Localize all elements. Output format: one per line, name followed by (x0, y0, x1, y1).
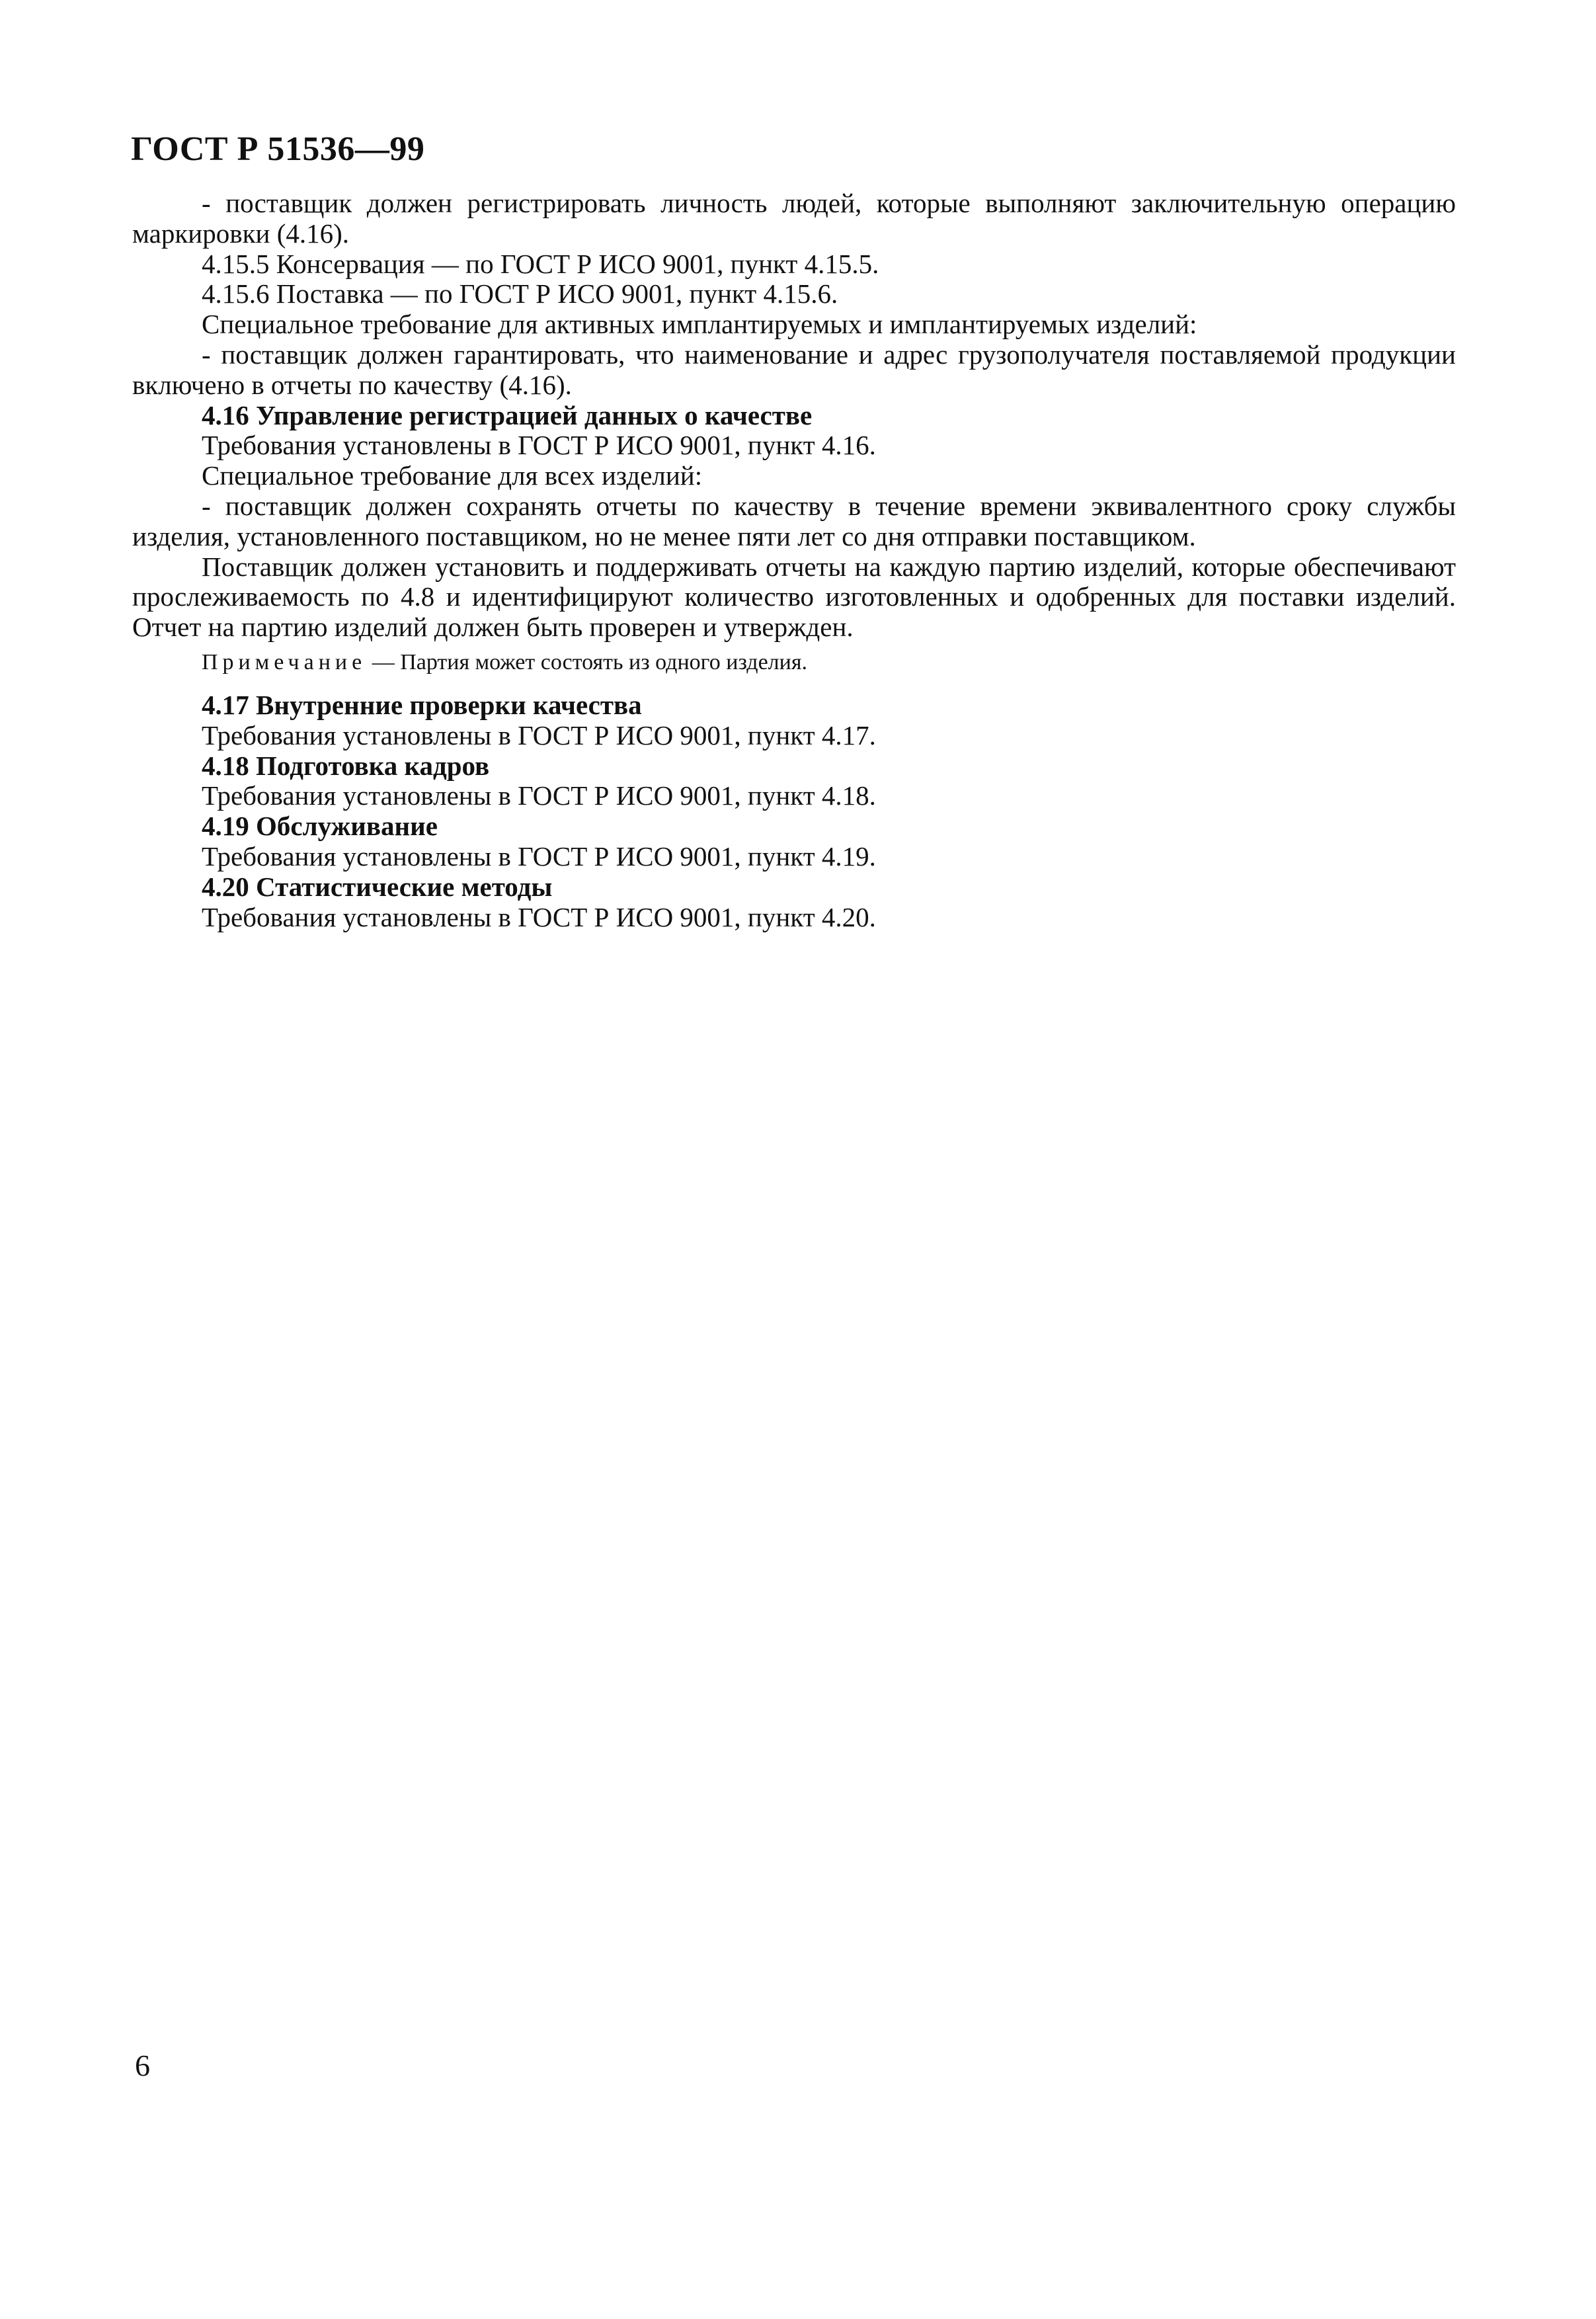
paragraph-4-20-requirements: Требования установлены в ГОСТ Р ИСО 9001, пункт 4.20. (202, 901, 876, 932)
note-text: — Партия может состоять из одного изделия. (366, 649, 807, 674)
paragraph-4-15-6: 4.15.6 Поставка — по ГОСТ Р ИСО 9001, пункт 4.15.6. (202, 278, 838, 309)
paragraph-4-19-requirements: Требования установлены в ГОСТ Р ИСО 9001, пункт 4.19. (202, 840, 876, 872)
section-heading-4-17: 4.17 Внутренние проверки качества (202, 689, 642, 720)
paragraph-consignee-record: - поставщик должен гарантировать, что наименование и адрес грузополучателя поставляемой продукции включено в отчеты по качеству (4.16). (132, 339, 1456, 400)
section-heading-4-19: 4.19 Обслуживание (202, 811, 438, 842)
paragraph-special-requirement-implants: Специальное требование для активных имплантируемых и имплантируемых изделий: (202, 309, 1197, 340)
document-body (132, 188, 1456, 932)
paragraph-special-requirement-all: Специальное требование для всех изделий: (202, 460, 703, 491)
paragraph-4-17-requirements: Требования установлены в ГОСТ Р ИСО 9001, пункт 4.17. (202, 719, 876, 751)
section-heading-4-16: 4.16 Управление регистрацией данных о качестве (202, 399, 813, 430)
paragraph-4-16-requirements: Требования установлены в ГОСТ Р ИСО 9001, пункт 4.16. (202, 430, 876, 461)
document-header: ГОСТ Р 51536—99 (131, 130, 425, 168)
paragraph-marking-operators: - поставщик должен регистрировать личность людей, которые выполняют заключительную операцию маркировки (4.16). (132, 188, 1456, 249)
paragraph-record-retention: - поставщик должен сохранять отчеты по качеству в течение времени эквивалентного сроку службы изделия, установленного поставщиком, но не менее пяти лет со дня отправки поставщиком. (132, 490, 1456, 551)
paragraph-4-18-requirements: Требования установлены в ГОСТ Р ИСО 9001, пункт 4.18. (202, 780, 876, 811)
paragraph-batch-records: Поставщик должен установить и поддерживать отчеты на каждую партию изделий, которые обеспечивают прослеживаемость по 4.8 и идентифицируют количество изготовленных и одобренных для поставки изделий. Отчет на партию изделий должен быть проверен и утвержден. (132, 551, 1456, 643)
page-number: 6 (135, 2049, 150, 2082)
section-heading-4-18: 4.18 Подготовка кадров (202, 750, 490, 781)
note (132, 647, 1456, 678)
note-label: Примечание (202, 649, 367, 674)
section-heading-4-20: 4.20 Статистические методы (202, 871, 553, 902)
paragraph-4-15-5: 4.15.5 Консервация — по ГОСТ Р ИСО 9001, пункт 4.15.5. (202, 248, 879, 279)
